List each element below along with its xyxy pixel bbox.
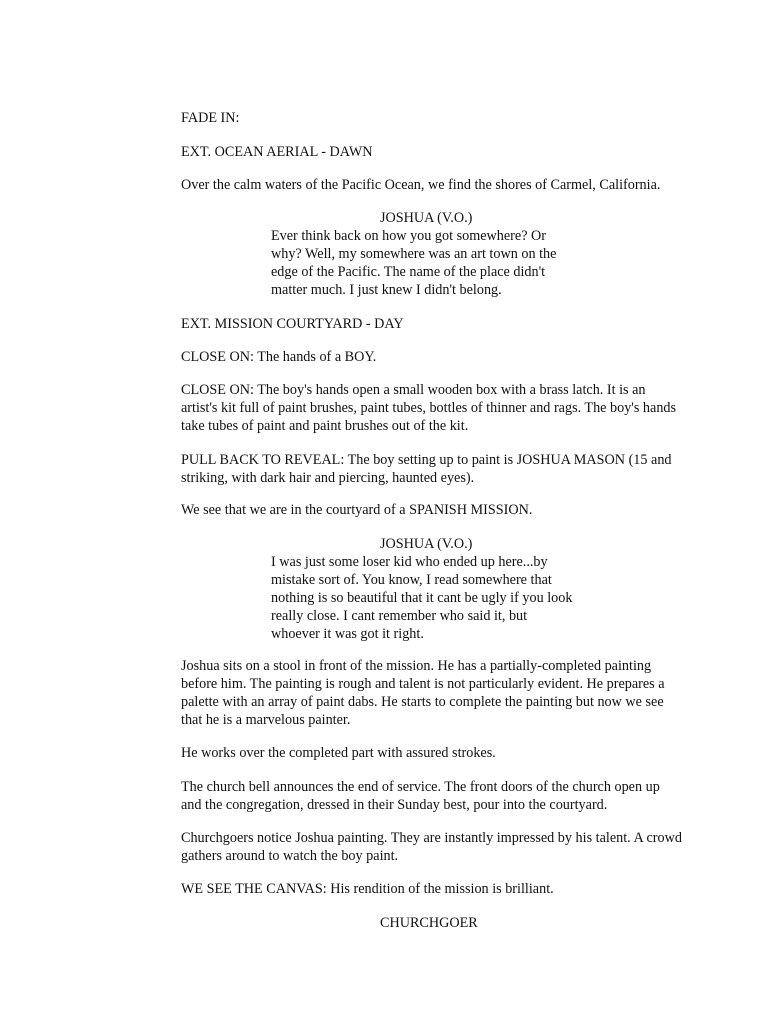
action-pacific-ocean: Over the calm waters of the Pacific Ocean, we find the shores of Carmel, California. — [181, 177, 661, 193]
character-joshua-vo-2: JOSHUA (V.O.) — [380, 536, 473, 552]
character-churchgoer: CHURCHGOER — [380, 915, 478, 931]
action-line: Churchgoers notice Joshua painting. They are instantly impressed by his talent. A crowd — [181, 830, 682, 846]
dialogue-joshua-2 — [271, 553, 601, 643]
action-assured-strokes: He works over the completed part with assured strokes. — [181, 745, 496, 761]
action-spanish-mission: We see that we are in the courtyard of a SPANISH MISSION. — [181, 502, 533, 518]
action-line: artist's kit full of paint brushes, paint tubes, bottles of thinner and rags. The boy's hands — [181, 400, 677, 416]
dialogue-line: matter much. I just knew I didn't belong. — [271, 282, 502, 298]
transition-fade-in: FADE IN: — [181, 110, 240, 126]
action-line: that he is a marvelous painter. — [181, 712, 351, 728]
scene-heading-mission-courtyard: EXT. MISSION COURTYARD - DAY — [181, 316, 404, 332]
action-line: palette with an array of paint dabs. He starts to complete the painting but now we see — [181, 694, 664, 710]
action-line: Joshua sits on a stool in front of the mission. He has a partially-completed painting — [181, 658, 652, 674]
scene-heading-ocean-aerial: EXT. OCEAN AERIAL - DAWN — [181, 144, 373, 160]
action-close-on-hands: CLOSE ON: The hands of a BOY. — [181, 349, 377, 365]
action-see-the-canvas: WE SEE THE CANVAS: His rendition of the mission is brilliant. — [181, 881, 554, 897]
action-churchgoers-notice — [181, 829, 721, 865]
action-church-bell — [181, 778, 721, 814]
dialogue-line: nothing is so beautiful that it cant be ugly if you look — [271, 590, 573, 606]
dialogue-line: Ever think back on how you got somewhere? Or — [271, 228, 547, 244]
dialogue-line: whoever it was got it right. — [271, 626, 424, 642]
action-line: PULL BACK TO REVEAL: The boy setting up to paint is JOSHUA MASON (15 and — [181, 452, 672, 468]
action-line: before him. The painting is rough and talent is not particularly evident. He prepares a — [181, 676, 665, 692]
dialogue-line: mistake sort of. You know, I read somewhere that — [271, 572, 552, 588]
action-wooden-box — [181, 381, 721, 435]
action-pull-back-reveal — [181, 451, 721, 487]
dialogue-line: I was just some loser kid who ended up here...by — [271, 554, 548, 570]
action-line: CLOSE ON: The boy's hands open a small wooden box with a brass latch. It is an — [181, 382, 646, 398]
action-joshua-sits — [181, 657, 721, 729]
action-line: take tubes of paint and paint brushes out of the kit. — [181, 418, 469, 434]
action-line: gathers around to watch the boy paint. — [181, 848, 399, 864]
dialogue-line: really close. I cant remember who said it, but — [271, 608, 528, 624]
dialogue-joshua-1 — [271, 227, 601, 299]
character-joshua-vo-1: JOSHUA (V.O.) — [380, 210, 473, 226]
dialogue-line: why? Well, my somewhere was an art town on the — [271, 246, 557, 262]
action-line: striking, with dark hair and piercing, haunted eyes). — [181, 470, 475, 486]
dialogue-line: edge of the Pacific. The name of the place didn't — [271, 264, 546, 280]
action-line: and the congregation, dressed in their Sunday best, pour into the courtyard. — [181, 797, 608, 813]
action-line: The church bell announces the end of service. The front doors of the church open up — [181, 779, 660, 795]
